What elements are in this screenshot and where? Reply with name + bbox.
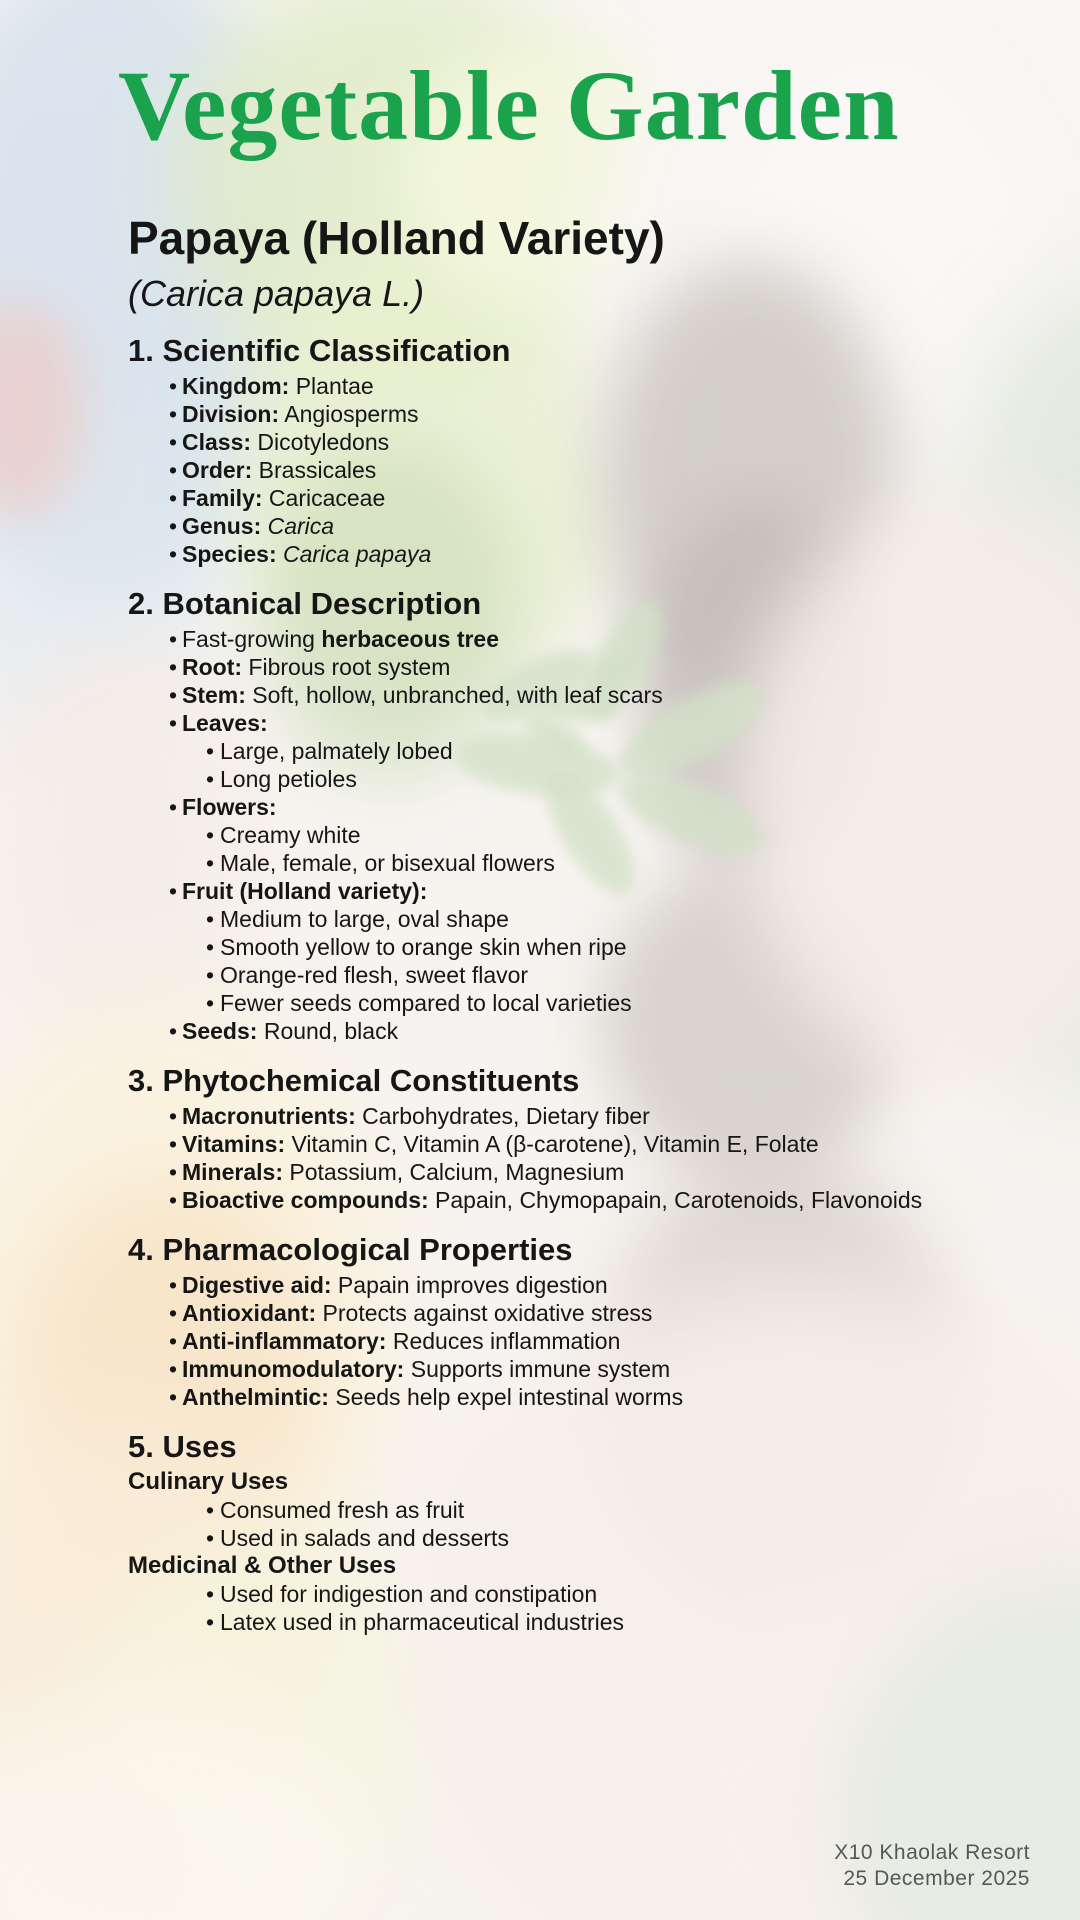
bullet-item [128, 428, 1008, 456]
bullet-dot: • [205, 822, 215, 848]
bullet-dot: • [168, 485, 178, 511]
text-run: Digestive aid: [182, 1272, 332, 1298]
bullet-dot: • [168, 457, 178, 483]
subsection-heading [128, 1552, 1008, 1580]
footer-resort-name: X10 Khaolak Resort [834, 1841, 1030, 1864]
bullet-item [128, 989, 1008, 1017]
text-run: Potassium, Calcium, Magnesium [282, 1159, 625, 1185]
bullet-item [128, 512, 1008, 540]
text-run: Angiosperms [279, 401, 419, 427]
text-run: Flowers: [182, 794, 277, 820]
bullet-item [128, 933, 1008, 961]
text-run: Vitamins: [182, 1131, 286, 1157]
text-run: Minerals: [182, 1159, 283, 1185]
text-run: Supports immune system [404, 1356, 671, 1382]
bullet-item [128, 1524, 1008, 1552]
bullet-dot: • [205, 1525, 215, 1551]
sections-list [128, 315, 1008, 1636]
text-run: Dicotyledons [251, 429, 390, 455]
bullet-item [128, 456, 1008, 484]
bullet-dot: • [168, 373, 178, 399]
bullet-item [128, 540, 1008, 568]
text-run: Fast-growing [182, 626, 322, 652]
bullet-item [128, 1580, 1008, 1608]
bullet-dot: • [205, 934, 215, 960]
section-heading: 4. Pharmacological Properties [128, 1232, 573, 1267]
text-run: Male, female, or bisexual flowers [220, 850, 555, 876]
bullet-dot: • [168, 1272, 178, 1298]
text-run: Medicinal & Other Uses [128, 1552, 397, 1579]
bullet-item [128, 765, 1008, 793]
text-run: Soft, hollow, unbranched, with leaf scars [245, 682, 663, 708]
bullet-dot: • [205, 1497, 215, 1523]
text-run: Stem: [182, 682, 246, 708]
text-run: Used in salads and desserts [220, 1525, 509, 1551]
text-run: Papain, Chymopapain, Carotenoids, Flavonoids [428, 1187, 923, 1213]
footer-date: 25 December 2025 [843, 1867, 1030, 1890]
bullet-dot: • [168, 794, 178, 820]
bullet-dot: • [168, 429, 178, 455]
text-run: Brassicales [252, 457, 377, 483]
bullet-item [128, 1130, 1008, 1158]
bullet-dot: • [168, 1103, 178, 1129]
bullet-item [128, 821, 1008, 849]
text-run: Papain improves digestion [331, 1272, 608, 1298]
text-run: Kingdom: [182, 373, 290, 399]
bullet-item [128, 1383, 1008, 1411]
text-run: Long petioles [220, 766, 357, 792]
text-run: Species: [182, 541, 277, 567]
text-run: Seeds help expel intestinal worms [328, 1384, 684, 1410]
bullet-item [128, 1355, 1008, 1383]
section-heading: 2. Botanical Description [128, 586, 482, 621]
bullet-dot: • [205, 962, 215, 988]
bullet-item [128, 961, 1008, 989]
bullet-item [128, 737, 1008, 765]
text-run: Carica [267, 513, 335, 539]
bullet-dot: • [168, 513, 178, 539]
text-run: Leaves: [182, 710, 268, 736]
text-run: Fewer seeds compared to local varieties [220, 990, 632, 1016]
text-run: Bioactive compounds: [182, 1187, 429, 1213]
bullet-dot: • [168, 1384, 178, 1410]
text-run: Plantae [289, 373, 374, 399]
bullet-dot: • [168, 1356, 178, 1382]
bullet-item [128, 1608, 1008, 1636]
text-run: Reduces inflammation [386, 1328, 621, 1354]
bullet-item [128, 1158, 1008, 1186]
section-heading: 1. Scientific Classification [128, 333, 511, 368]
bullet-dot: • [168, 626, 178, 652]
bullet-item [128, 1102, 1008, 1130]
section-heading: 3. Phytochemical Constituents [128, 1063, 580, 1098]
text-run: Consumed fresh as fruit [220, 1497, 465, 1523]
bullet-dot: • [168, 710, 178, 736]
bullet-dot: • [205, 906, 215, 932]
text-run: Orange-red flesh, sweet flavor [220, 962, 529, 988]
text-run: Used for indigestion and constipation [220, 1581, 598, 1607]
bullet-dot: • [168, 1187, 178, 1213]
bullet-item [128, 1017, 1008, 1045]
bullet-item [128, 1496, 1008, 1524]
text-run: Fruit (Holland variety): [182, 878, 428, 904]
bullet-item [128, 625, 1008, 653]
bullet-item [128, 905, 1008, 933]
text-run: Macronutrients: [182, 1103, 356, 1129]
bullet-dot: • [168, 1131, 178, 1157]
bullet-item [128, 1186, 1008, 1214]
bullet-dot: • [168, 1328, 178, 1354]
text-run: Genus: [182, 513, 262, 539]
text-run: Family: [182, 485, 263, 511]
bullet-dot: • [168, 541, 178, 567]
latin-name: (Carica papaya L.) [128, 273, 425, 314]
bullet-item [128, 793, 1008, 821]
bullet-dot: • [168, 1300, 178, 1326]
page-title: Vegetable Garden [118, 50, 900, 161]
bullet-dot: • [168, 401, 178, 427]
text-run: Creamy white [220, 822, 361, 848]
bullet-item [128, 484, 1008, 512]
text-run: Vitamin C, Vitamin A (β-carotene), Vitamin E, Folate [285, 1131, 819, 1157]
footer [834, 1840, 1030, 1892]
bullet-dot: • [168, 878, 178, 904]
bullet-item [128, 1271, 1008, 1299]
text-run: Class: [182, 429, 252, 455]
bullet-dot: • [205, 850, 215, 876]
bullet-dot: • [168, 654, 178, 680]
text-run: Culinary Uses [128, 1468, 289, 1495]
text-run: Order: [182, 457, 253, 483]
text-run: Division: [182, 401, 280, 427]
text-run: herbaceous tree [321, 626, 500, 652]
text-run: Fibrous root system [242, 654, 451, 680]
bullet-item [128, 653, 1008, 681]
text-run: Latex used in pharmaceutical industries [220, 1609, 625, 1635]
bullet-item [128, 400, 1008, 428]
subject-title: Papaya (Holland Variety) [128, 212, 665, 264]
bullet-item [128, 1299, 1008, 1327]
bullet-dot: • [205, 990, 215, 1016]
text-run: Anti-inflammatory: [182, 1328, 387, 1354]
text-run: Carbohydrates, Dietary fiber [355, 1103, 650, 1129]
bullet-item [128, 877, 1008, 905]
bullet-dot: • [168, 1159, 178, 1185]
bullet-dot: • [205, 1609, 215, 1635]
text-run: Large, palmately lobed [220, 738, 453, 764]
text-run: Antioxidant: [182, 1300, 317, 1326]
text-run: Protects against oxidative stress [316, 1300, 653, 1326]
bullet-dot: • [168, 1018, 178, 1044]
section-heading: 5. Uses [128, 1429, 237, 1464]
bullet-dot: • [205, 738, 215, 764]
text-run: Round, black [257, 1018, 399, 1044]
text-run: Anthelmintic: [182, 1384, 329, 1410]
text-run: Caricaceae [262, 485, 386, 511]
bullet-item [128, 849, 1008, 877]
subsection-heading [128, 1468, 1008, 1496]
text-run: Root: [182, 654, 243, 680]
bullet-item [128, 1327, 1008, 1355]
bullet-dot: • [168, 682, 178, 708]
text-run: Smooth yellow to orange skin when ripe [220, 934, 627, 960]
text-run: Carica papaya [283, 541, 432, 567]
bullet-dot: • [205, 766, 215, 792]
bullet-item [128, 709, 1008, 737]
text-run: Seeds: [182, 1018, 258, 1044]
text-run: Immunomodulatory: [182, 1356, 405, 1382]
bullet-dot: • [205, 1581, 215, 1607]
bullet-item [128, 372, 1008, 400]
bullet-item [128, 681, 1008, 709]
text-run: Medium to large, oval shape [220, 906, 509, 932]
